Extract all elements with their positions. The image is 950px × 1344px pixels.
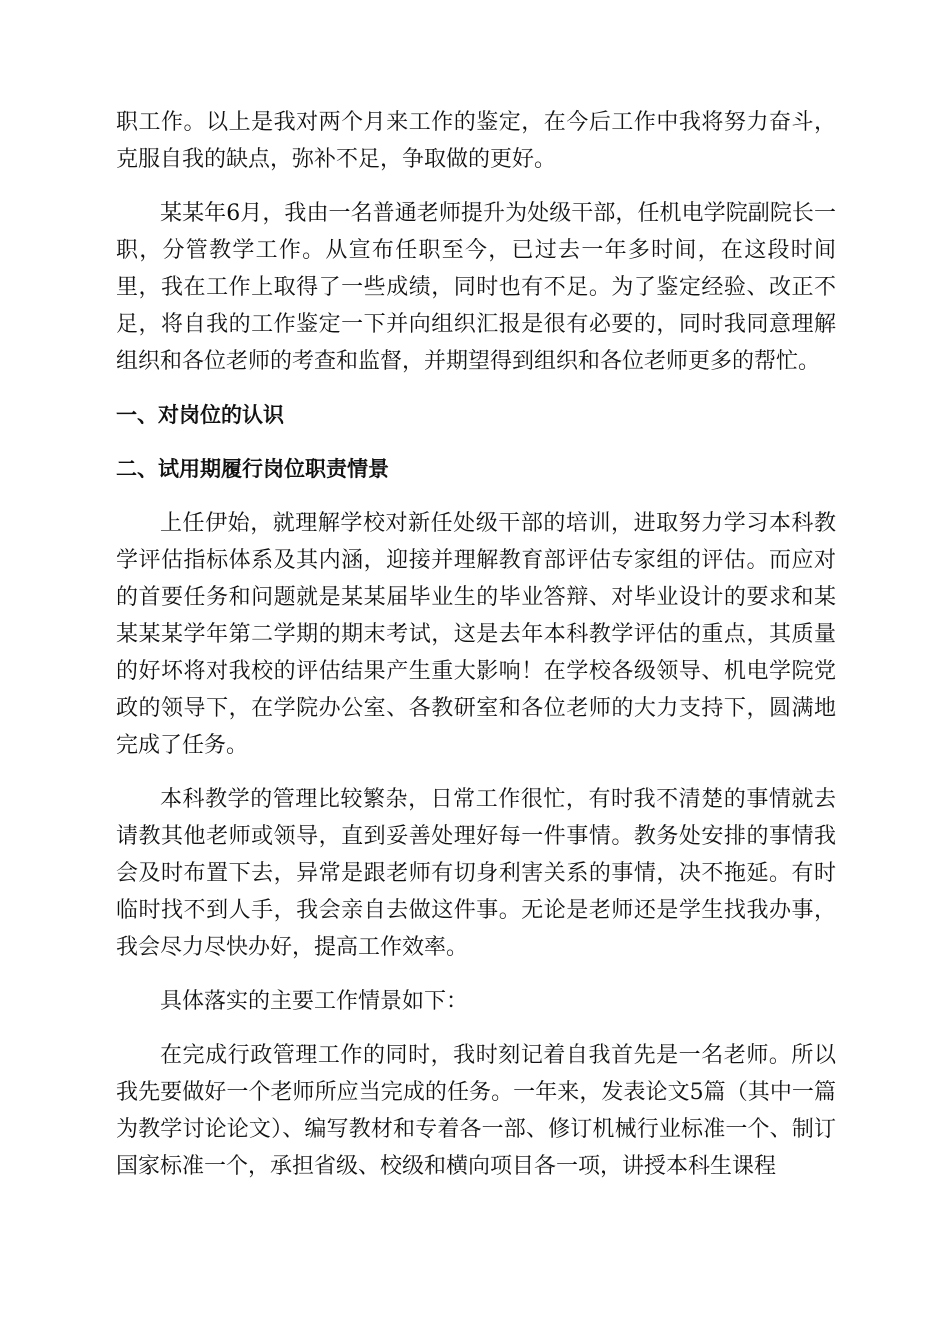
paragraph-work-list-intro: 具体落实的主要工作情景如下： — [160, 989, 469, 1014]
paragraph-teaching: 在完成行政管理工作的同时，我时刻记着自我首先是一名老师。所以我先要做好一个老师所应当完成的任务。一年来，发表论文5篇（其中一篇为教学讨论论文）、编写教材和专着各一部、修订机械行业标准一个、制订国家标准一个，承担省级、校级和横向项目各一项，讲授本科生课程 — [116, 1043, 836, 1179]
section-heading-1: 一、对岗位的认识 — [116, 403, 284, 427]
document-body — [116, 104, 836, 1202]
paragraph-intro: 某某年6月，我由一名普通老师提升为处级干部，任机电学院副院长一职，分管教学工作。从宣布任职至今，已过去一年多时间，在这段时间里，我在工作上取得了一些成绩，同时也有不足。为了鉴定经验、改正不足，将自我的工作鉴定一下并向组织汇报是很有必要的，同时我同意理解组织和各位老师的考查和监督，并期望得到组织和各位老师更多的帮忙。 — [116, 201, 836, 374]
section-heading-2: 二、试用期履行岗位职责情景 — [116, 457, 389, 481]
paragraph-training: 上任伊始，就理解学校对新任处级干部的培训，进取努力学习本科教学评估指标体系及其内涵，迎接并理解教育部评估专家组的评估。而应对的首要任务和问题就是某某届毕业生的毕业答辩、对毕业设计的要求和某某某某学年第二学期的期末考试，这是去年本科教学评估的重点，其质量的好坏将对我校的评估结果产生重大影响！在学校各级领导、机电学院党政的领导下，在学院办公室、各教研室和各位老师的大力支持下，圆满地完成了任务。 — [116, 511, 836, 758]
paragraph-management: 本科教学的管理比较繁杂，日常工作很忙，有时我不清楚的事情就去请教其他老师或领导，直到妥善处理好每一件事情。教务处安排的事情我会及时布置下去，异常是跟老师有切身利害关系的事情，决不拖延。有时临时找不到人手，我会亲自去做这件事。无论是老师还是学生找我办事，我会尽力尽快办好，提高工作效率。 — [116, 787, 836, 960]
paragraph-continuation: 职工作。以上是我对两个月来工作的鉴定，在今后工作中我将努力奋斗，克服自我的缺点，弥补不足，争取做的更好。 — [116, 110, 836, 172]
